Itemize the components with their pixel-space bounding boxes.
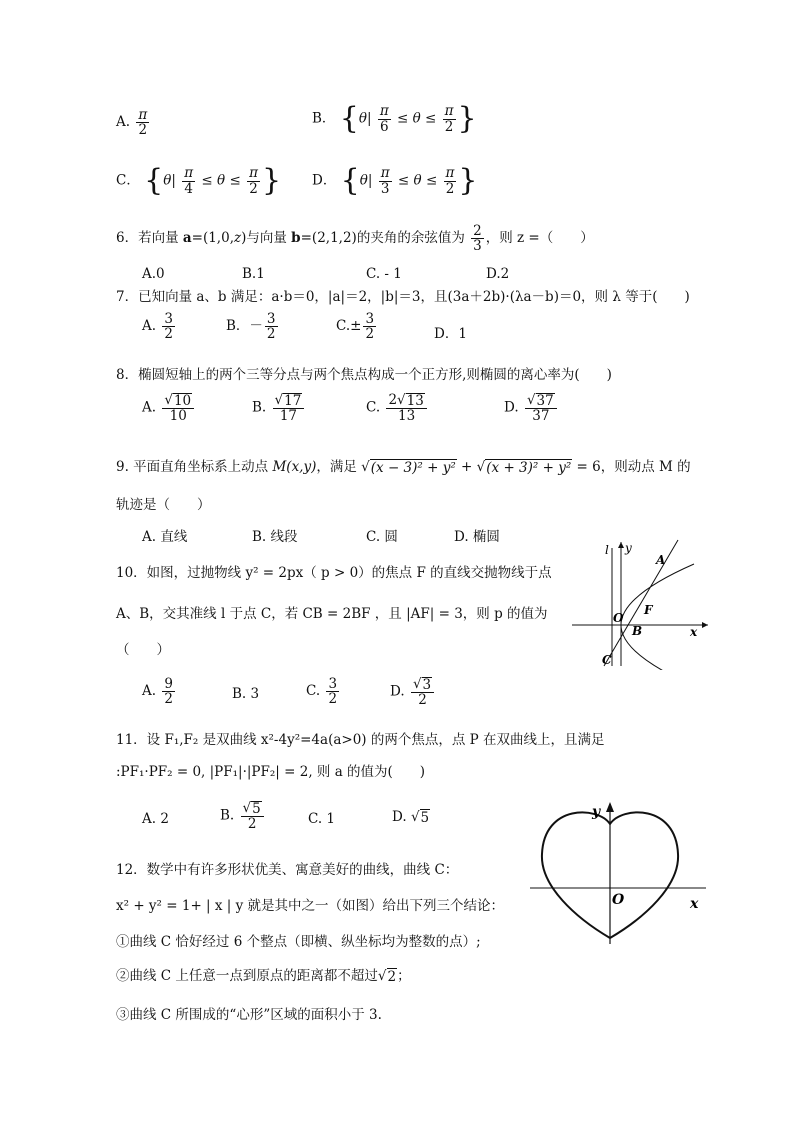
q5-option-c[interactable]: C． {θ| $\frac{\pi}{4}$ ≤ θ ≤ $\frac{\pi}{2}$ } (116, 163, 282, 198)
chord-line (604, 540, 678, 666)
q10-option-c[interactable]: C. $\frac{3}{2}$ (306, 676, 338, 708)
label-y: y (625, 541, 632, 555)
label-B: B (632, 624, 643, 638)
fraction: $\frac{\pi}{2}$ (138, 107, 148, 139)
q6-option-a[interactable]: A.0 (142, 266, 165, 282)
q10-option-b[interactable]: B. 3 (232, 686, 260, 702)
q6-stem: 6．若向量 a=(1,0,z)与向量 b=(2,1,2)的夹角的余弦值为 $\frac{2}{3}$ ，则 z =（ ） (116, 223, 594, 255)
label-O: O (612, 892, 625, 908)
q9-stem: 9. 平面直角坐标系上动点 M(x,y)，满足 √ (x − 3)² + y² + √ (x + 3)² + y² = 6，则动点 M 的 (116, 459, 691, 476)
label-O: O (613, 611, 624, 625)
y-axis-arrow (606, 802, 614, 812)
q11-stem-line2: :PF₁·PF₂ = 0, |PF₁|·|PF₂| = 2, 则 a 的值为( ) (116, 764, 426, 780)
q10-stem-line3: （ ） (116, 642, 170, 658)
q11-stem-line1: 11．设 F₁,F₂ 是双曲线 x²-4y²=4a(a>0) 的两个焦点，点 P 在双曲线上，且满足 (116, 732, 605, 748)
q8-option-a[interactable]: A. √ 10 10 (142, 393, 196, 423)
q7-option-b[interactable]: B．－ $\frac{3}{2}$ (226, 311, 276, 343)
fraction: $\frac{2}{3}$ (473, 223, 482, 255)
parabola-figure (566, 536, 714, 670)
label-y: y (592, 804, 601, 820)
q8-option-b[interactable]: B. √ 17 17 (252, 393, 306, 423)
y-axis-arrow (618, 542, 624, 548)
q11-option-a[interactable]: A. 2 (142, 811, 169, 827)
label-l: l (605, 543, 609, 557)
parabola-curve (621, 564, 694, 670)
q10-option-d[interactable]: D. √ 3 2 (390, 677, 436, 707)
q7-option-a[interactable]: A. $\frac{3}{2}$ (142, 311, 173, 343)
x-axis-arrow (702, 622, 708, 628)
q5-option-b[interactable]: B． {θ| $\frac{\pi}{6}$ ≤ θ ≤ $\frac{\pi}{2}$ } (312, 101, 477, 136)
q10-stem-line1: 10．如图，过抛物线 y² = 2px（ p > 0）的焦点 F 的直线交抛物线于点 (116, 565, 552, 581)
q9-option-d[interactable]: D. 椭圆 (454, 529, 500, 545)
q12-conclusion-1: ①曲线 C 恰好经过 6 个整点（即横、纵坐标均为整数的点）; (116, 934, 481, 950)
q6-option-c[interactable]: C. - 1 (366, 266, 402, 282)
q7-option-c[interactable]: C.± $\frac{3}{2}$ (336, 311, 375, 343)
q8-option-c[interactable]: C. 2√ 13 13 (366, 393, 429, 423)
q12-stem-line2: x² + y² = 1+ | x | y 就是其中之一（如图）给出下列三个结论： (116, 898, 505, 914)
q9-option-c[interactable]: C. 圆 (366, 529, 398, 545)
q10-option-a[interactable]: A. $\frac{9}{2}$ (142, 676, 173, 708)
q12-stem-line1: 12．数学中有许多形状优美、寓意美好的曲线，曲线 C： (116, 862, 459, 878)
label-A: A (656, 553, 666, 567)
label-x: x (690, 896, 699, 912)
label-F: F (644, 603, 653, 617)
label-x: x (690, 625, 698, 639)
q9-stem-line2: 轨迹是（ ） (116, 497, 211, 513)
q11-option-b[interactable]: B. √ 5 2 (220, 801, 266, 831)
label-C: C (602, 653, 612, 667)
q9-option-b[interactable]: B. 线段 (252, 529, 298, 545)
q6-option-d[interactable]: D.2 (486, 266, 510, 282)
q12-conclusion-2: ②曲线 C 上任意一点到原点的距离都不超过√ 2 ； (116, 968, 411, 985)
q12-conclusion-3: ③曲线 C 所围成的“心形”区域的面积小于 3. (116, 1007, 382, 1023)
q7-option-d[interactable]: D．1 (434, 326, 467, 342)
q11-option-c[interactable]: C. 1 (308, 811, 336, 827)
q5-option-d[interactable]: D． {θ| $\frac{\pi}{3}$ ≤ θ ≤ $\frac{\pi}{2}$ } (312, 163, 478, 198)
q11-option-d[interactable]: D. √ 5 (392, 809, 430, 826)
q8-stem: 8．椭圆短轴上的两个三等分点与两个焦点构成一个正方形,则椭圆的离心率为( ) (116, 367, 612, 383)
q10-stem-line2: A、B，交其准线 l 于点 C，若 CB = 2BF ，且 |AF| = 3，则 p 的值为 (116, 606, 548, 622)
q6-option-b[interactable]: B.1 (242, 266, 265, 282)
q7-stem: 7．已知向量 a、b 满足：a·b＝0，|a|＝2，|b|＝3，且(3a＋2b)·(λa－b)＝0，则 λ 等于( ) (116, 289, 690, 305)
q8-option-d[interactable]: D. √ 37 37 (504, 393, 559, 423)
heart-curve-figure (526, 796, 716, 952)
q5-option-a[interactable]: A. $\frac{\pi}{2}$ (116, 107, 148, 139)
q9-option-a[interactable]: A. 直线 (142, 529, 188, 545)
